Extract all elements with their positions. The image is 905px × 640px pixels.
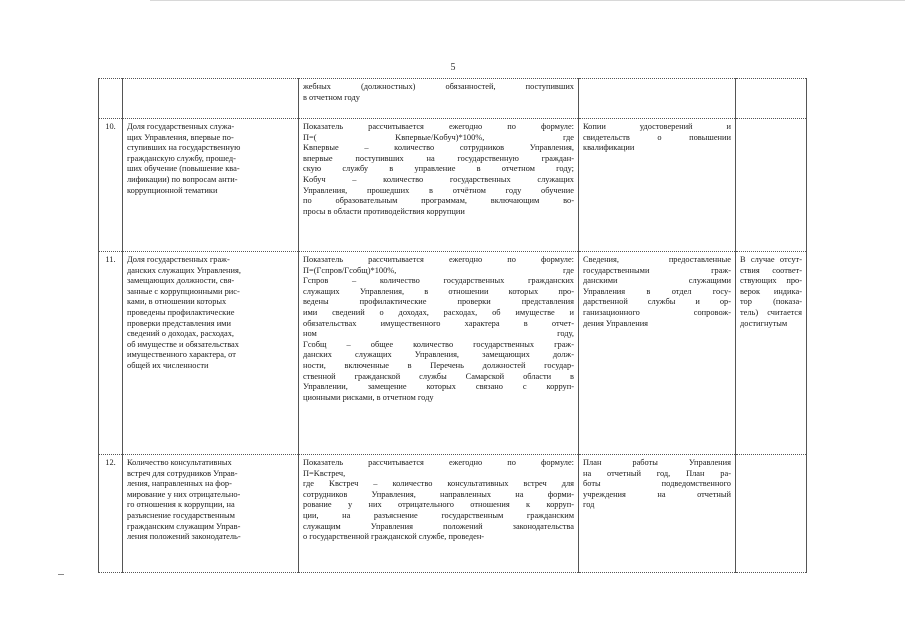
indicator-line: встреч для сотрудников Управ-: [127, 468, 238, 478]
method-line: по образовательным программам, включающим во-: [303, 196, 574, 206]
indicator-line: ступивших на государственную: [127, 143, 241, 153]
method-line: Управления, прошедших в отчётном году обучение: [303, 185, 574, 195]
indicator-line: коррупционной тематики: [127, 185, 218, 195]
source-line: боты подведомственного: [583, 479, 731, 489]
method-line: скую службу в управление в отчетном году;: [303, 164, 574, 174]
note-cell: [736, 252, 807, 455]
method-line: П=( Kвпервые/Kобуч)*100%, где: [303, 132, 574, 142]
method-line: Показатель рассчитывается ежегодно по формуле:: [303, 255, 574, 264]
method-line: П=(Гспров/Гсобщ)*100%, где: [303, 265, 574, 275]
note-line: ствия соответ-: [740, 265, 802, 275]
data-source-cell: [579, 79, 736, 119]
row-number: [99, 79, 123, 119]
method-line: Kобуч – количество государственных служащих: [303, 174, 574, 184]
indicator-line: замещающих должности, свя-: [127, 276, 235, 286]
table-row: [99, 455, 807, 573]
indicator-line: ления, направленных на фор-: [127, 479, 232, 489]
method-line: обязательствах имущественного характера в отчет-: [303, 318, 574, 328]
source-line: Управления в отдел госу-: [583, 286, 731, 296]
method-line: Kвпервые – количество сотрудников Управления,: [303, 143, 574, 153]
method-line: Гсобщ – общее количество государственных граж-: [303, 339, 574, 349]
row-number: 12.: [99, 455, 123, 573]
method-line: служащим Управления положений законодательства: [303, 521, 574, 531]
method-line: ности, включенные в Перечень должностей государ-: [303, 360, 574, 370]
calculation-method-cell: [299, 119, 579, 252]
method-line: П=Kвстреч,: [303, 468, 346, 478]
method-line: Показатель рассчитывается ежегодно по формуле:: [303, 122, 574, 131]
calculation-method-cell: [299, 79, 579, 119]
method-line: где Kвстреч – количество консультативных встреч для: [303, 479, 574, 489]
source-line: ганизационного сопровож-: [583, 307, 731, 317]
indicator-line: Доля государственных служа-: [127, 122, 235, 131]
note-line: тель) считается: [740, 307, 802, 317]
data-source-cell: [579, 252, 736, 455]
top-edge-line: [150, 0, 905, 1]
indicator-line: разъяснение государственным: [127, 510, 235, 520]
indicator-line: гражданскую службу, прошед-: [127, 153, 236, 163]
indicator-line: щих Управления, впервые по-: [127, 132, 234, 142]
method-line: ционными рисками, в отчетном году: [303, 392, 434, 402]
note-line: тор (показа-: [740, 297, 802, 307]
indicator-line: проверки представления ими: [127, 318, 231, 328]
indicator-line: ками, в отношении которых: [127, 297, 227, 307]
calculation-method-cell: [299, 252, 579, 455]
indicator-line: данских служащих Управления,: [127, 265, 241, 275]
table-row: [99, 119, 807, 252]
indicator-line: Количество консультативных: [127, 458, 232, 467]
method-line: просы в области противодействия коррупции: [303, 206, 465, 216]
indicator-line: лификации) по вопросам анти-: [127, 174, 238, 184]
data-source-cell: [579, 455, 736, 573]
source-line: дарственной службы и ор-: [583, 297, 731, 307]
method-line: Показатель рассчитывается ежегодно по формуле:: [303, 458, 574, 467]
source-line: Сведения, предоставленные: [583, 255, 731, 264]
source-line: Копии удостоверений и: [583, 122, 731, 131]
method-line: о государственной гражданской службе, проведен-: [303, 532, 485, 542]
method-line: ими сведений о доходах, расходах, об имуществе и: [303, 307, 574, 317]
source-line: свидетельств о повышении: [583, 132, 731, 142]
row-number: 11.: [99, 252, 123, 455]
method-line: данских служащих Управления, замещающих долж-: [303, 350, 574, 360]
indicator-line: мирование у них отрицательно-: [127, 489, 241, 499]
source-line: государственными граж-: [583, 265, 731, 275]
indicator-line: ших обучение (повышение ква-: [127, 164, 240, 174]
source-line: квалификации: [583, 143, 635, 153]
indicator-cell: [123, 455, 299, 573]
indicator-line: сведений о доходах, расходах,: [127, 329, 235, 339]
method-line: впервые поступивших на государственную граждан-: [303, 153, 574, 163]
source-line: год: [583, 500, 595, 510]
method-line: Управлении, замещение которых связано с корруп-: [303, 382, 574, 392]
indicator-line: общей их численности: [127, 360, 209, 370]
table-row: [99, 79, 807, 119]
indicator-line: ления положений законодатель-: [127, 532, 241, 542]
indicator-line: Доля государственных граж-: [127, 255, 230, 264]
note-line: достигнутым: [740, 318, 788, 328]
method-line: служащих Управления, в отношении которых про-: [303, 286, 574, 296]
method-line: сотрудников Управления, направленных на форми-: [303, 489, 574, 499]
note-cell: [736, 455, 807, 573]
method-line: ции, на разъяснение государственным гражданским: [303, 510, 574, 520]
indicator-cell: [123, 119, 299, 252]
indicator-line: го отношения к коррупции, на: [127, 500, 235, 510]
method-line: ном году,: [303, 329, 574, 339]
page-number: 5: [450, 62, 456, 73]
indicator-line: об имуществе и обязательствах: [127, 339, 239, 349]
method-line: в отчетном году: [303, 92, 360, 102]
note-cell: [736, 79, 807, 119]
source-line: данскими служащими: [583, 276, 731, 286]
method-line: Гспров – количество государственных гражданских: [303, 276, 574, 286]
indicator-line: гражданским служащим Управ-: [127, 521, 241, 531]
source-line: учреждения на отчетный: [583, 489, 731, 499]
method-line: рование у них отрицательного отношения к корруп-: [303, 500, 574, 510]
margin-mark: [58, 574, 64, 575]
row-number: 10.: [99, 119, 123, 252]
source-line: дения Управления: [583, 318, 649, 328]
calculation-method-cell: [299, 455, 579, 573]
indicator-line: занные с коррупционными рис-: [127, 286, 240, 296]
method-line: жебных (должностных) обязанностей, поступивших: [303, 82, 574, 91]
note-line: ствующих про-: [740, 276, 802, 286]
table-row: [99, 252, 807, 455]
indicator-cell: [123, 252, 299, 455]
note-line: верок индика-: [740, 286, 802, 296]
data-source-cell: [579, 119, 736, 252]
note-cell: [736, 119, 807, 252]
note-line: В случае отсут-: [740, 255, 802, 264]
indicators-table: [98, 78, 807, 573]
source-line: на отчетный год, План ра-: [583, 468, 731, 478]
method-line: ведены профилактические проверки представления: [303, 297, 574, 307]
source-line: План работы Управления: [583, 458, 731, 467]
indicator-line: имущественного характера, от: [127, 350, 236, 360]
indicator-cell: [123, 79, 299, 119]
method-line: ственной гражданской службы Самарской области в: [303, 371, 574, 381]
indicator-line: проведены профилактические: [127, 307, 235, 317]
